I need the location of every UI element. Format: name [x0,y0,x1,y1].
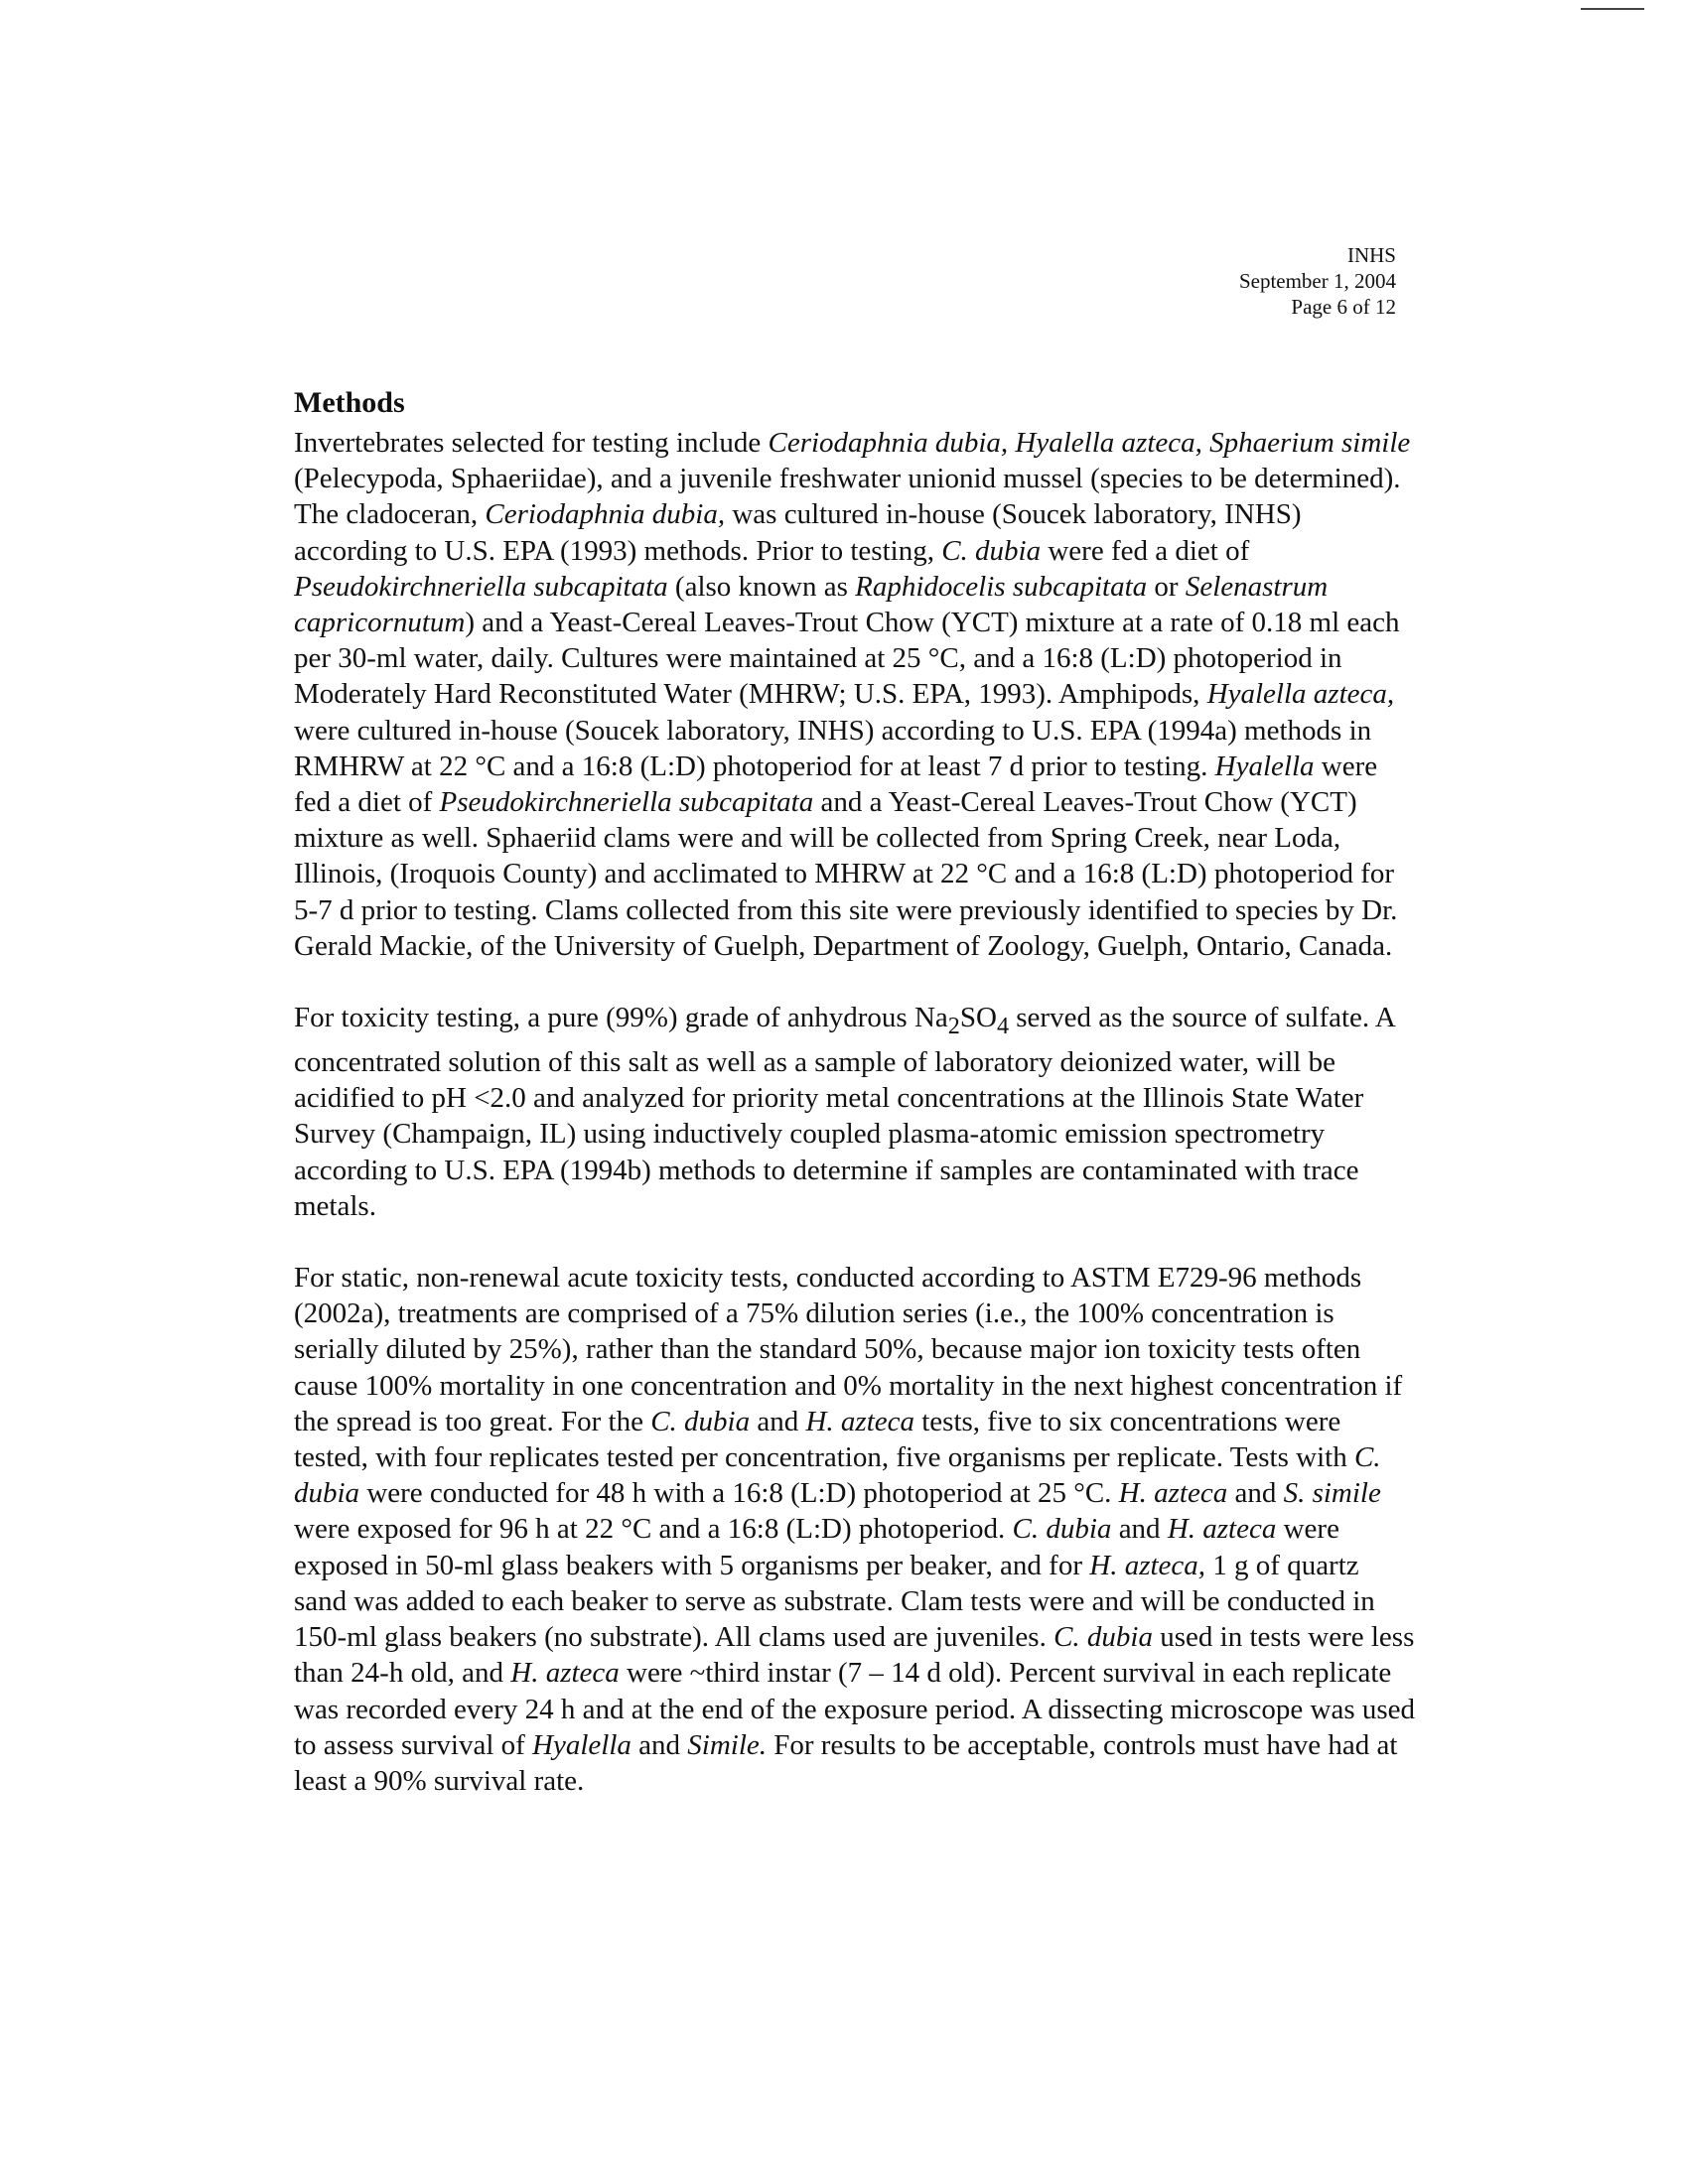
header-org: INHS [1346,243,1396,267]
scan-edge-line [1581,8,1644,10]
italic-term: H. azteca [510,1657,620,1690]
italic-term: Simile. [687,1728,768,1761]
section-heading: Methods [294,386,405,419]
subscript: 4 [996,1012,1010,1039]
italic-term: Selenastrum capricornutum [294,570,1329,639]
italic-term: Ceriodaphnia dubia, [485,498,726,531]
paragraph-organisms: Invertebrates selected for testing include Ceriodaphnia dubia, Hyalella azteca, Sphaerium simile (Pelecypoda, Sphaeriidae), and a juvenile freshwater unionid mussel (species to be determined). The cladoceran, Ceriodaphnia dubia, was cultured in-house (Soucek laboratory, INHS) according to U.S. EPA (1993) methods. Prior to testing, C. dubia were fed a diet of Pseudokirchneriella subcapitata (also known as Raphidocelis subcapitata or Selenastrum capricornutum) and a Yeast-Cereal Leaves-Trout Chow (YCT) mixture at a rate of 0.18 ml each per 30-ml water, daily. Cultures were maintained at 25 °C, and a 16:8 (L:D) photoperiod in Moderately Hard Reconstituted Water (MHRW; U.S. EPA, 1993). Amphipods, Hyalella azteca, were cultured in-house (Soucek laboratory, INHS) according to U.S. EPA (1994a) methods in RMHRW at 22 °C and a 16:8 (L:D) photoperiod for at least 7 d prior to testing. Hyalella were fed a diet of Pseudokirchneriella subcapitata and a Yeast-Cereal Leaves-Trout Chow (YCT) mixture as well. Sphaeriid clams were and will be collected from Spring Creek, near Loda, Illinois, (Iroquois County) and acclimated to MHRW at 22 °C and a 16:8 (L:D) photoperiod for 5-7 d prior to testing. Clams collected from this site were previously identified to species by Dr. Gerald Mackie, of the University of Guelph, Department of Zoology, Guelph, Ontario, Canada. [294,427,1411,962]
italic-term: S. simile [1283,1477,1381,1510]
italic-term: Pseudokirchneriella subcapitata [294,570,668,603]
italic-term: Raphidocelis subcapitata [855,570,1148,603]
italic-term: Hyalella [532,1728,632,1761]
italic-term: H. azteca [1167,1513,1277,1546]
italic-term: Hyalella azteca, [1206,678,1395,711]
italic-term: H. azteca [1118,1477,1228,1510]
page-header [1239,242,1396,320]
italic-term: Ceriodaphnia dubia, Hyalella azteca, Sphaerium simile [768,427,1411,459]
header-page-number: Page 6 of 12 [1291,295,1396,319]
italic-term: C. dubia [941,534,1042,567]
methods-section [294,385,1416,1835]
header-date: September 1, 2004 [1238,269,1396,293]
italic-term: C. dubia [1053,1621,1153,1654]
italic-term: Pseudokirchneriella subcapitata [439,786,814,819]
paragraph-test-design: For static, non-renewal acute toxicity tests, conducted according to ASTM E729-96 methods (2002a), treatments are comprised of a 75% dilution series (i.e., the 100% concentration is serially diluted by 25%), rather than the standard 50%, because major ion toxicity tests often cause 100% mortality in one concentration and 0% mortality in the next highest concentration if the spread is too great. For the C. dubia and H. azteca tests, five to six concentrations were tested, with four replicates tested per concentration, five organisms per replicate. Tests with C. dubia were conducted for 48 h with a 16:8 (L:D) photoperiod at 25 °C. H. azteca and S. simile were exposed for 96 h at 22 °C and a 16:8 (L:D) photoperiod. C. dubia and H. azteca were exposed in 50-ml glass beakers with 5 organisms per beaker, and for H. azteca, 1 g of quartz sand was added to each beaker to serve as substrate. Clam tests were and will be conducted in 150-ml glass beakers (no substrate). All clams used are juveniles. C. dubia used in tests were less than 24-h old, and H. azteca were ~third instar (7 – 14 d old). Percent survival in each replicate was recorded every 24 h and at the end of the exposure period. A dissecting microscope was used to assess survival of Hyalella and Simile. For results to be acceptable, controls must have had at least a 90% survival rate. [294,1262,1416,1797]
paragraph-toxicant: For toxicity testing, a pure (99%) grade of anhydrous $Na_2SO_4$ served as the source of sulfate. A concentrated solution of this salt as well as a sample of laboratory deionized water, will be acidified to pH <2.0 and analyzed for priority metal concentrations at the Illinois State Water Survey (Champaign, IL) using inductively coupled plasma-atomic emission spectrometry according to U.S. EPA (1994b) methods to determine if samples are contaminated with trace metals. [294,1002,1395,1222]
italic-term: C. dubia [650,1405,751,1437]
subscript: 2 [947,1012,960,1039]
italic-term: C. dubia [294,1441,1381,1510]
italic-term: C. dubia [1012,1513,1112,1546]
italic-term: H. azteca [805,1405,914,1437]
italic-term: Hyalella [1214,750,1315,782]
italic-term: H. azteca, [1089,1549,1206,1581]
